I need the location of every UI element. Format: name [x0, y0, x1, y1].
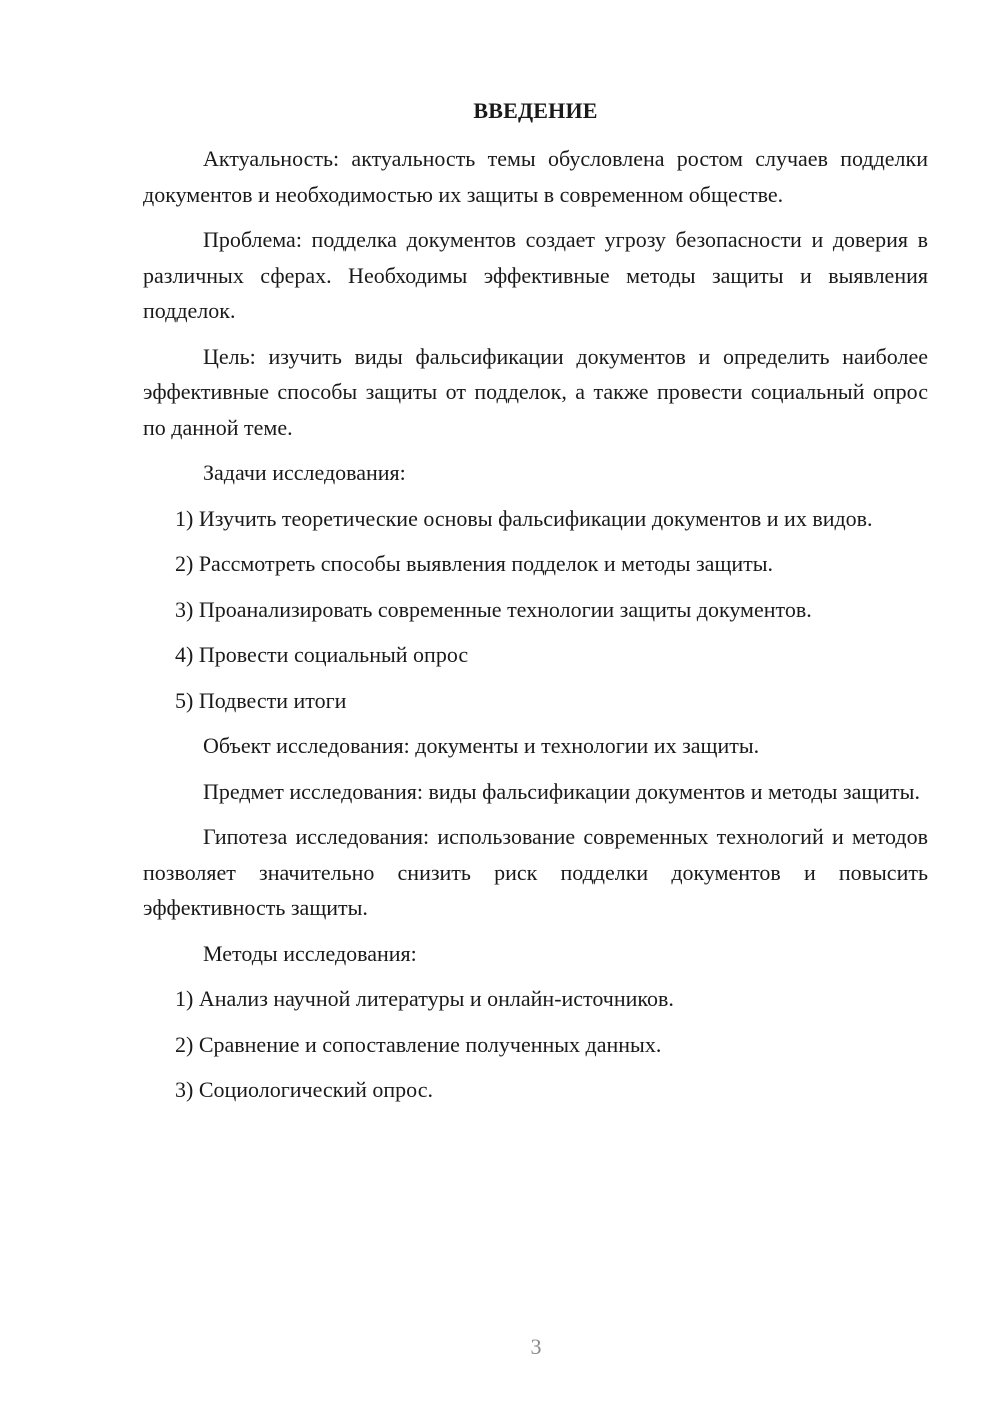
task-item-5: 5) Подвести итоги: [175, 687, 347, 713]
hypothesis-paragraph: Гипотеза исследования: использование современных технологий и методов позволяет значительно снизить риск подделки документов и повысить эффективность защиты.: [143, 824, 928, 920]
section-heading: ВВЕДЕНИЕ: [473, 98, 598, 123]
task-item-4: 4) Провести социальный опрос: [175, 642, 469, 667]
method-item-3: 3) Социологический опрос.: [175, 1077, 433, 1102]
document-body: [143, 141, 928, 1118]
subject-paragraph: Предмет исследования: виды фальсификации документов и методы защиты.: [203, 778, 920, 804]
problem-paragraph: Проблема: подделка документов создает угрозу безопасности и доверия в различных сферах. Необходимы эффективные методы защиты и выявления подделок.: [143, 227, 928, 323]
task-item-2: 2) Рассмотреть способы выявления подделок и методы защиты.: [175, 551, 774, 576]
methods-title: Методы исследования:: [203, 940, 417, 966]
method-item-2: 2) Сравнение и сопоставление полученных данных.: [175, 1031, 662, 1057]
relevance-paragraph: Актуальность: актуальность темы обусловлена ростом случаев подделки документов и необходимостью их защиты в современном обществе.: [143, 146, 928, 207]
object-paragraph: Объект исследования: документы и технологии их защиты.: [203, 733, 760, 758]
method-item-1: 1) Анализ научной литературы и онлайн-источников.: [175, 986, 674, 1011]
task-item-1: 1) Изучить теоретические основы фальсификации документов и их видов.: [175, 505, 873, 531]
tasks-title: Задачи исследования:: [203, 460, 406, 485]
goal-paragraph: Цель: изучить виды фальсификации документов и определить наиболее эффективные способы защиты от подделок, а также провести социальный опрос по данной теме.: [143, 343, 928, 440]
page-number: 3: [530, 1334, 542, 1359]
task-item-3: 3) Проанализировать современные технологии защиты документов.: [175, 596, 812, 622]
